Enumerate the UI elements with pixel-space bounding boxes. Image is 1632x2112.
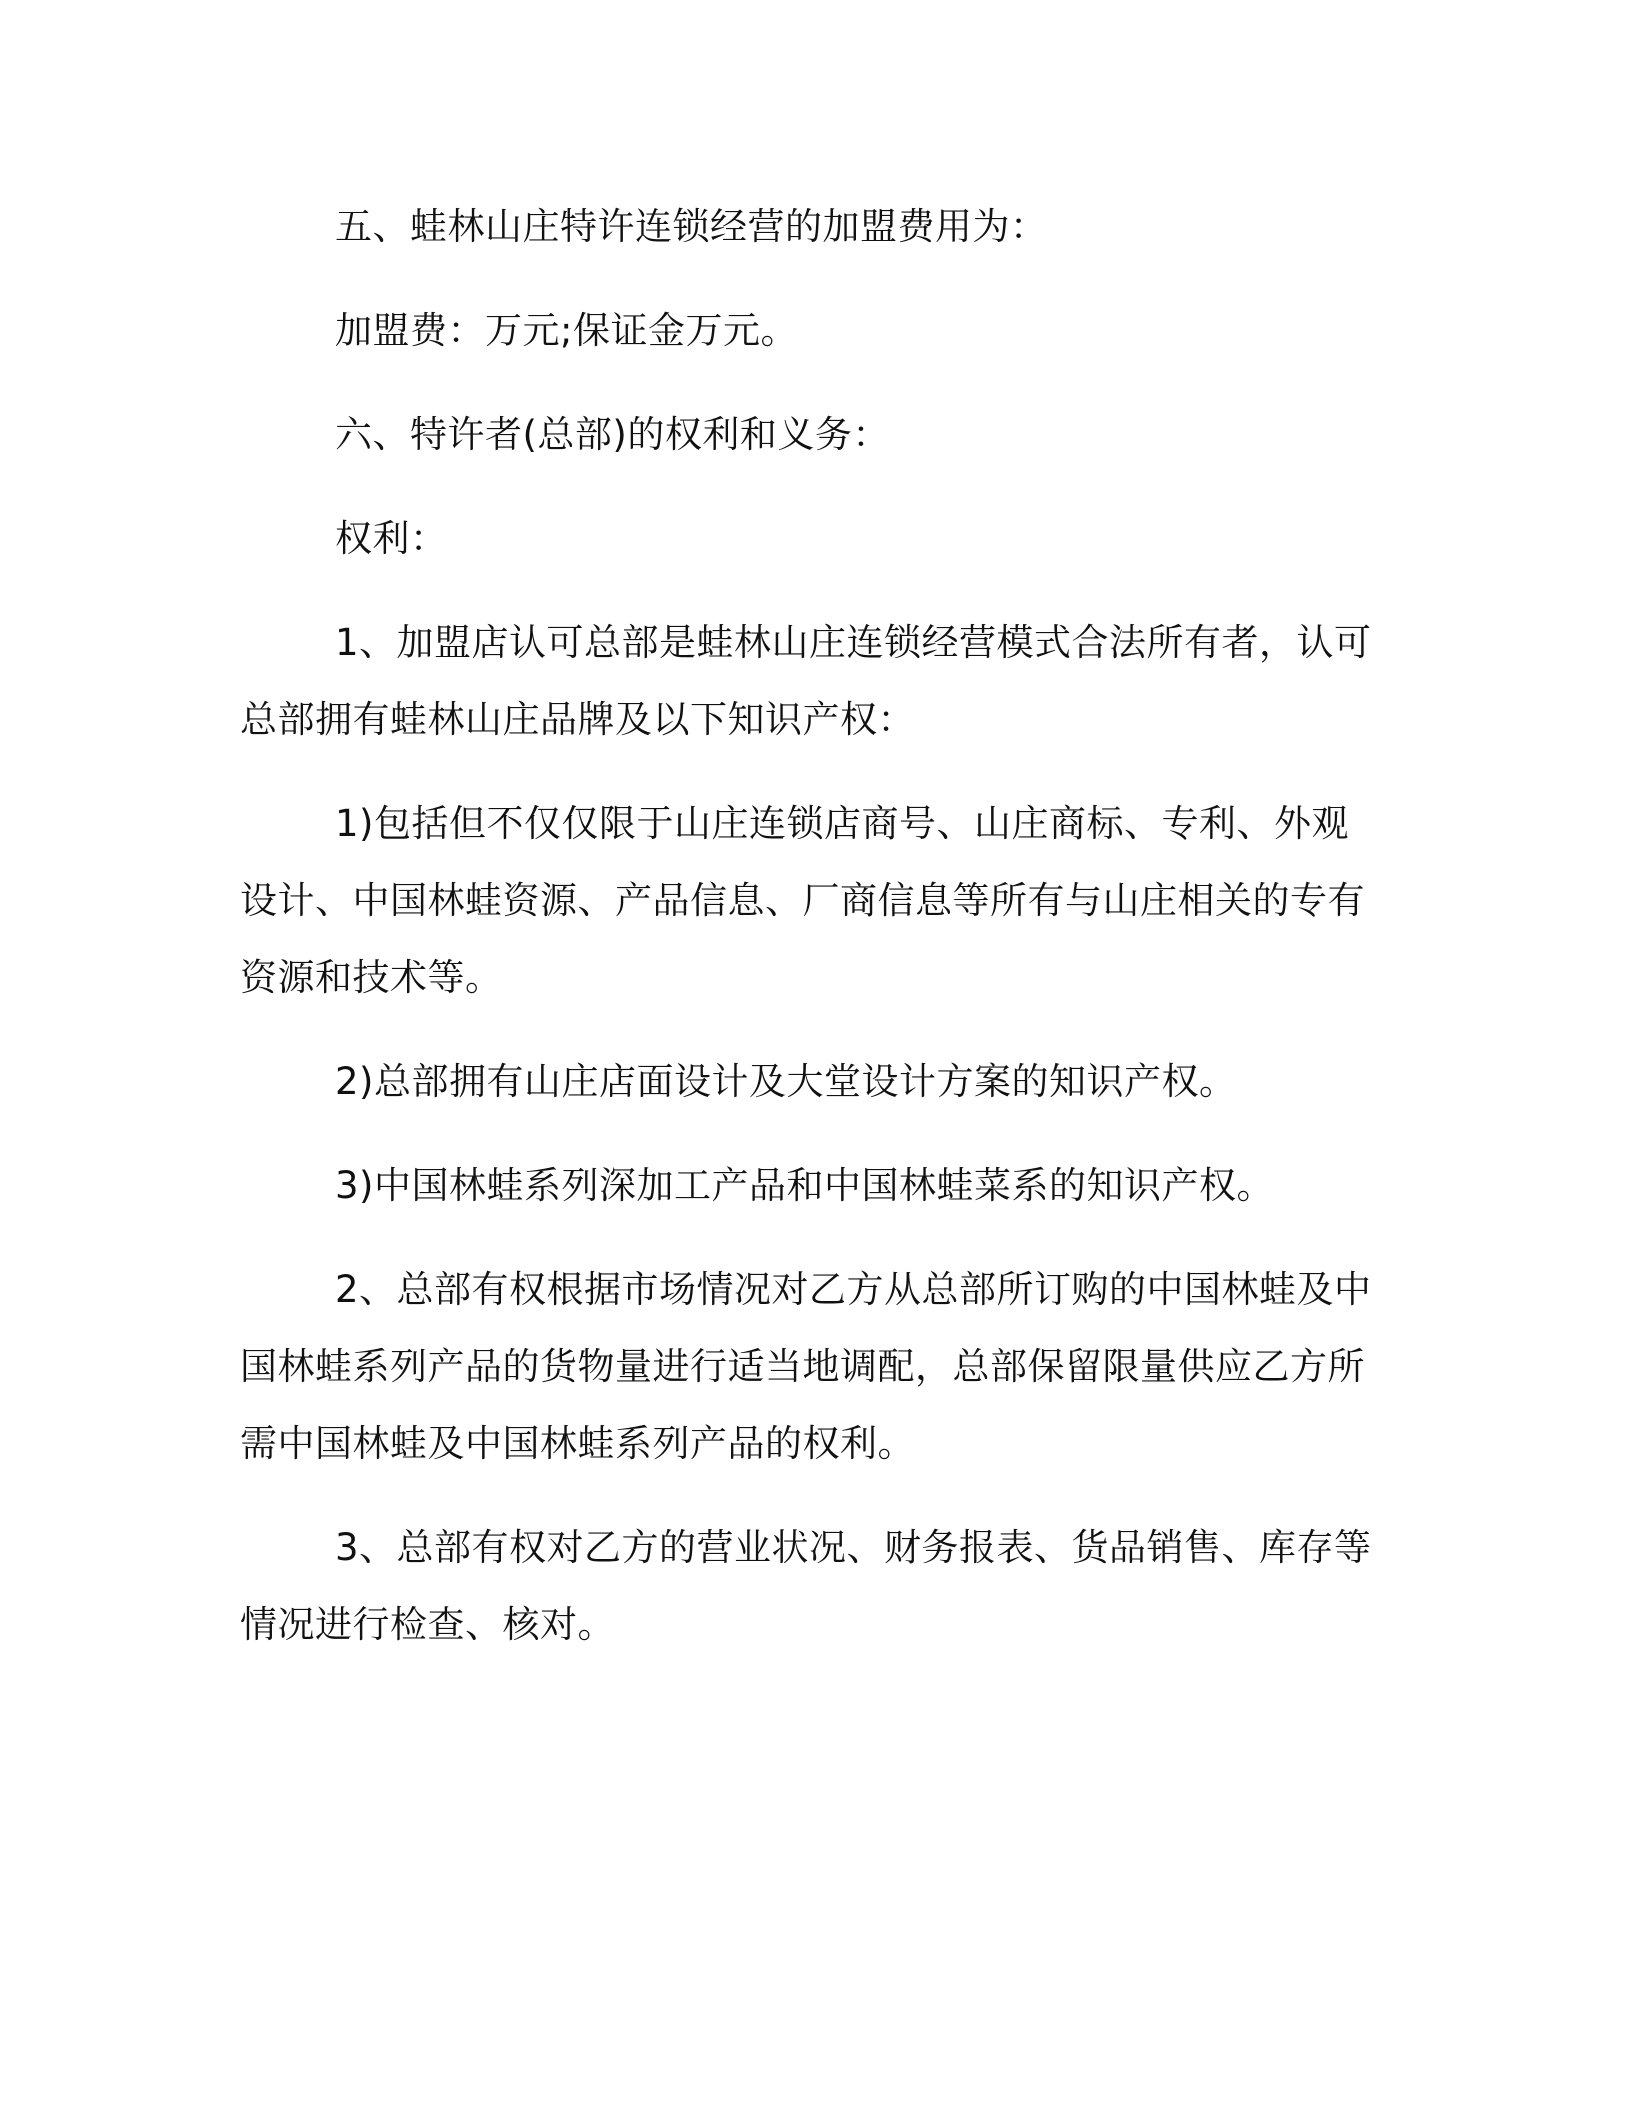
rights-subitem-3: 3)中国林蛙系列深加工产品和中国林蛙菜系的知识产权。 [335,1164,1274,1207]
rights-subitem-1: 1)包括但不仅仅限于山庄连锁店商号、山庄商标、专利、外观设计、中国林蛙资源、产品信息、厂商信息等所有与山庄相关的专有资源和技术等。 [240,802,1365,999]
document-body [240,188,1380,1690]
rights-item-1: 1、加盟店认可总部是蛙林山庄连锁经营模式合法所有者，认可总部拥有蛙林山庄品牌及以下知识产权： [240,621,1372,741]
rights-item-2: 2、总部有权根据市场情况对乙方从总部所订购的中国林蛙及中国林蛙系列产品的货物量进行适当地调配，总部保留限量供应乙方所需中国林蛙及中国林蛙系列产品的权利。 [240,1268,1372,1465]
rights-subitem-2: 2)总部拥有山庄店面设计及大堂设计方案的知识产权。 [335,1060,1237,1103]
section-heading-six: 六、特许者(总部)的权利和义务： [335,413,890,456]
rights-heading: 权利： [335,517,448,560]
fee-line: 加盟费：万元;保证金万元。 [335,309,798,352]
rights-item-3: 3、总部有权对乙方的营业状况、财务报表、货品销售、库存等情况进行检查、核对。 [240,1526,1372,1646]
section-heading-five: 五、蛙林山庄特许连锁经营的加盟费用为： [335,205,1048,248]
